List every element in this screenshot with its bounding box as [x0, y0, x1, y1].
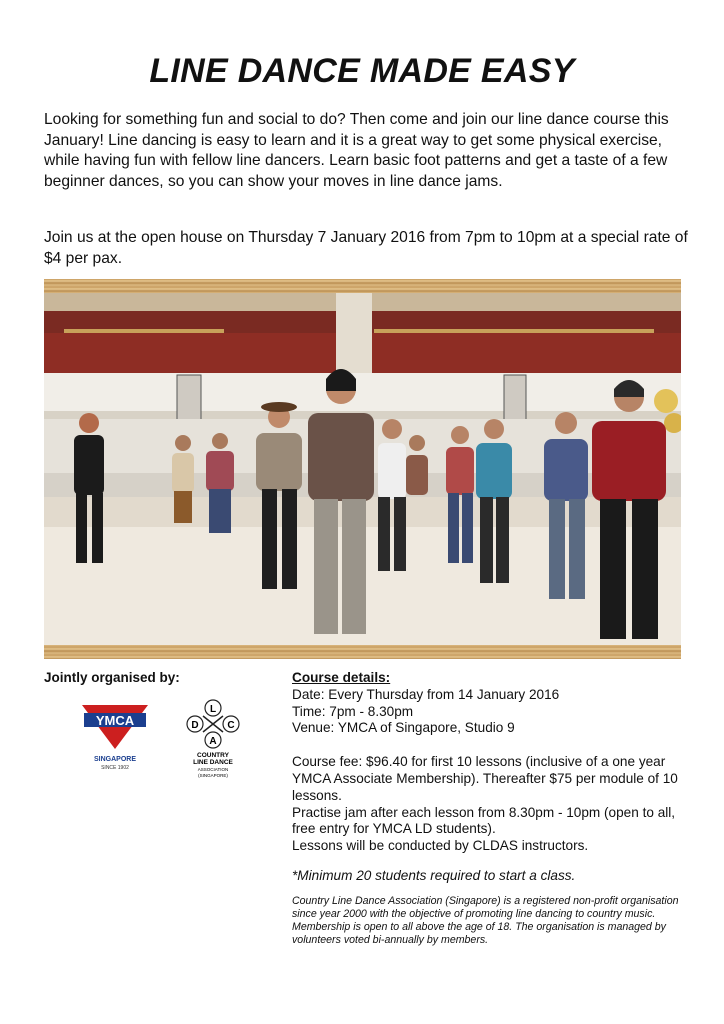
open-house-paragraph: Join us at the open house on Thursday 7 January 2016 from 7pm to 10pm at a special rate of $4 per pax.	[44, 229, 688, 267]
clda-line3: ASSOCIATION	[197, 767, 229, 772]
clda-line2: LINE DANCE	[193, 759, 233, 766]
course-details-section	[292, 670, 692, 948]
clda-letter-d: D	[191, 720, 199, 731]
group-line-dancing-photo	[44, 293, 681, 645]
minimum-students-note: *Minimum 20 students required to start a class.	[292, 867, 576, 883]
ymca-logo	[80, 705, 150, 776]
clda-letter-c: C	[227, 720, 235, 731]
association-about: Country Line Dance Association (Singapore) is a registered non-profit organisation since year 2000 with the objective of promoting line dancing to country music. Membership is open to all above the age of 18. The organisation is managed by volunteers voted bi-annually by members.	[292, 894, 679, 947]
jointly-organised-label: Jointly organised by:	[44, 670, 180, 685]
course-details-heading: Course details:	[292, 670, 391, 685]
clda-letter-a: A	[209, 736, 217, 747]
clda-line1: COUNTRY	[197, 752, 229, 759]
course-fee: Course fee: $96.40 for first 10 lessons (inclusive of a one year YMCA Associate Membership). Thereafter $75 per module of 10 lessons.	[292, 754, 678, 803]
organisers-section	[44, 670, 264, 685]
ymca-name: YMCA	[95, 713, 135, 728]
ymca-since: SINCE 1902	[101, 765, 129, 771]
clda-letter-l: L	[209, 704, 217, 715]
intro-paragraph: Looking for something fun and social to do? Then come and join our line dance course this January! Line dancing is easy to learn and it is a great way to get some physical exercise, while having fun with fellow line dancers. Learn basic foot patterns and get a taste of a few beginner dances, so you can show your moves in line dance jams.	[44, 111, 669, 190]
course-date: Date: Every Thursday from 14 January 2016	[292, 686, 560, 702]
photo-frame	[44, 279, 681, 659]
clda-line4: (SINGAPORE)	[198, 773, 228, 778]
instructors-note: Lessons will be conducted by CLDAS instructors.	[292, 838, 589, 854]
practise-jam: Practise jam after each lesson from 8.30pm - 10pm (open to all, free entry for YMCA LD students).	[292, 804, 676, 837]
course-time: Time: 7pm - 8.30pm	[292, 703, 414, 719]
page-title: LINE DANCE MADE EASY	[149, 52, 575, 90]
ymca-country: SINGAPORE	[93, 756, 137, 763]
course-venue: Venue: YMCA of Singapore, Studio 9	[292, 720, 515, 736]
clda-logo	[185, 698, 241, 785]
